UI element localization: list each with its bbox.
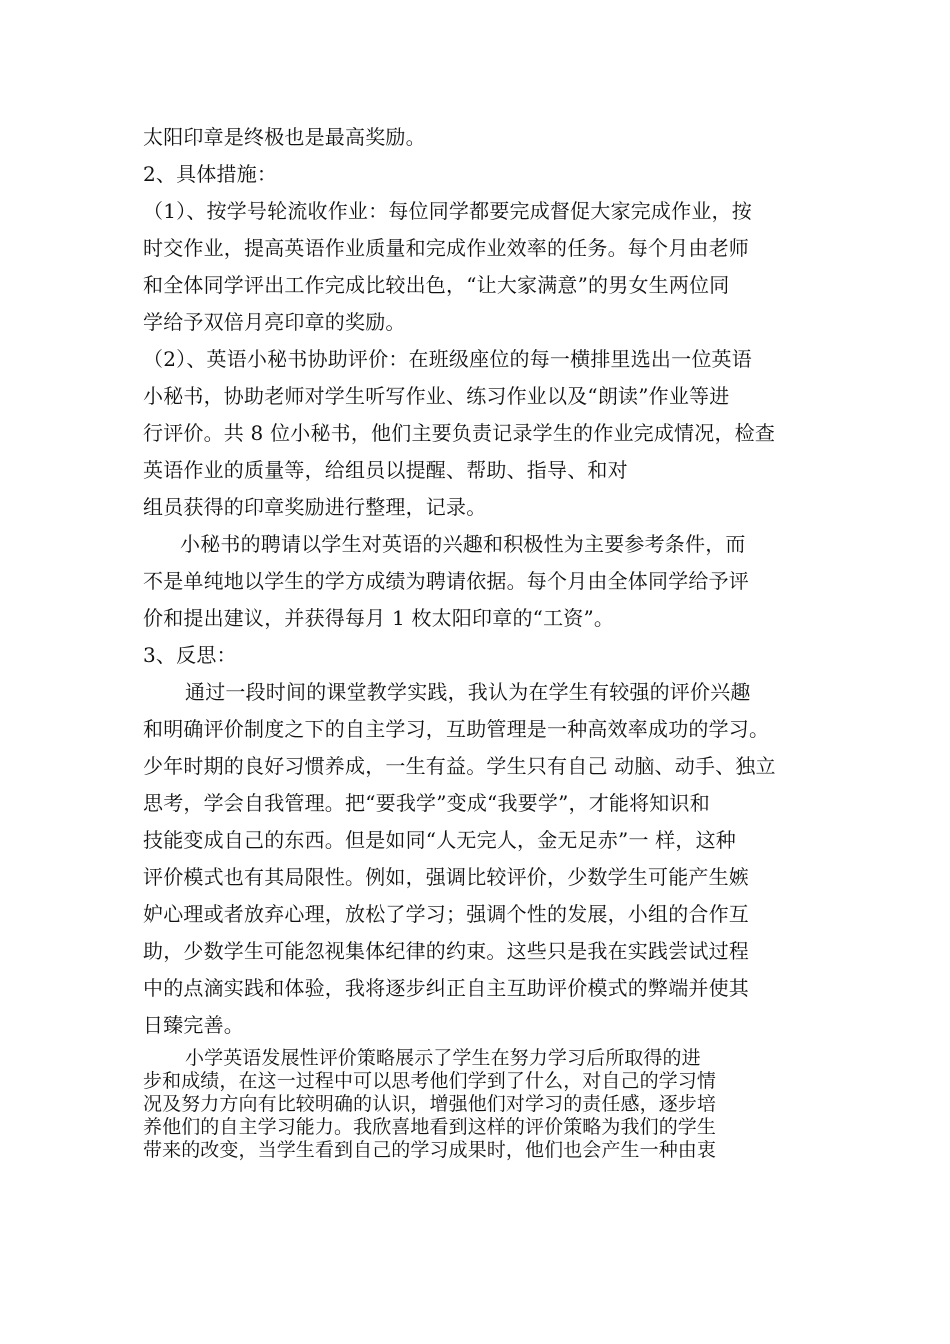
text-line-11: 组员获得的印章奖励进行整理，记录。: [143, 495, 487, 519]
text-line-29: 养他们的自主学习能力。我欣喜地看到这样的评价策略为我们的学生: [143, 1116, 717, 1138]
text-line-12: 小秘书的聘请以学生对英语的兴趣和积极性为主要参考条件，而: [180, 532, 746, 556]
text-line-18: 少年时期的良好习惯养成，一生有益。学生只有自己 动脑、动手、独立: [143, 754, 776, 778]
text-line-9: 行评价。共 8 位小秘书，他们主要负责记录学生的作业完成情况，检查: [143, 421, 776, 445]
text-line-24: 中的点滴实践和体验，我将逐步纠正自主互助评价模式的弊端并使其: [143, 976, 749, 1000]
section-heading-3: 3、反思：: [143, 643, 237, 667]
text-line-6: 学给予双倍月亮印章的奖励。: [143, 310, 406, 334]
text-line-7: （2）、英语小秘书协助评价：在班级座位的每一横排里选出一位英语: [143, 347, 752, 371]
text-line-14: 价和提出建议，并获得每月 1 枚太阳印章的“工资”。: [143, 606, 615, 630]
text-line-21: 评价模式也有其局限性。例如，强调比较评价，少数学生可能产生嫉: [143, 865, 749, 889]
text-line-28: 况及努力方向有比较明确的认识，增强他们对学习的责任感，逐步培: [143, 1093, 717, 1115]
text-line-23: 助，少数学生可能忽视集体纪律的约束。这些只是我在实践尝试过程: [143, 939, 749, 963]
section-heading-2: 2、具体措施：: [143, 162, 278, 186]
text-line-4: 时交作业，提高英语作业质量和完成作业效率的任务。每个月由老师: [143, 236, 749, 260]
text-line-27: 步和成绩，在这一过程中可以思考他们学到了什么，对自己的学习情: [143, 1070, 717, 1092]
text-line-22: 妒心理或者放弃心理，放松了学习；强调个性的发展，小组的合作互: [143, 902, 749, 926]
text-line-13: 不是单纯地以学生的学方成绩为聘请依据。每个月由全体同学给予评: [143, 569, 749, 593]
text-line-30: 带来的改变，当学生看到自己的学习成果时，他们也会产生一种由衷: [143, 1139, 717, 1161]
text-line-3: （1）、按学号轮流收作业：每位同学都要完成督促大家完成作业，按: [143, 199, 752, 223]
text-line-25: 日臻完善。: [143, 1013, 244, 1037]
text-line-1: 太阳印章是终极也是最高奖励。: [143, 125, 426, 149]
text-line-8: 小秘书，协助老师对学生听写作业、练习作业以及“朗读”作业等进: [143, 384, 730, 408]
text-line-17: 和明确评价制度之下的自主学习，互助管理是一种高效率成功的学习。: [143, 717, 770, 741]
text-line-26: 小学英语发展性评价策略展示了学生在努力学习后所取得的进: [185, 1047, 701, 1069]
text-line-10: 英语作业的质量等，给组员以提醒、帮助、指导、和对: [143, 458, 628, 482]
text-line-19: 思考，学会自我管理。把“要我学”变成“我要学”，才能将知识和: [143, 791, 710, 815]
text-line-16: 通过一段时间的课堂教学实践，我认为在学生有较强的评价兴趣: [185, 680, 751, 704]
text-line-20: 技能变成自己的东西。但是如同“人无完人，金无足赤”一 样，这种: [143, 828, 737, 852]
text-line-5: 和全体同学评出工作完成比较出色，“让大家满意”的男女生两位同: [143, 273, 730, 297]
